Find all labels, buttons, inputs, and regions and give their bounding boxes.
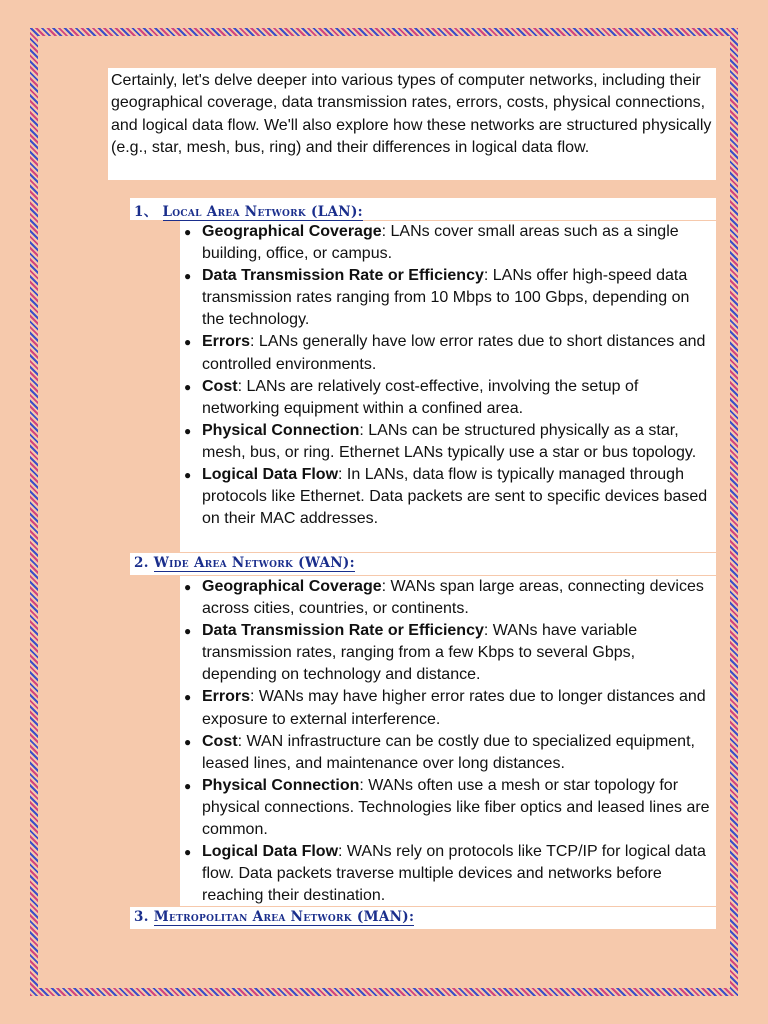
term: Cost	[202, 732, 238, 750]
bullet-icon: ●	[184, 734, 192, 749]
description: : WAN infrastructure can be costly due to specialized equipment, leased lines, and maintenance over long distances.	[202, 732, 695, 772]
section-title: Wide Area Network (WAN):	[153, 555, 355, 571]
intro-paragraph: Certainly, let's delve deeper into various types of computer networks, including their geographical coverage, data transmission rates, errors, costs, physical connections, and logical data flow. We'll also explore how these networks are structured physically (e.g., star, mesh, bus, ring) and their differences in logical data flow.	[108, 68, 716, 180]
list-item	[184, 775, 710, 841]
description: : LANs cover small areas such as a single building, office, or campus.	[202, 223, 679, 263]
description: : WANs often use a mesh or star topology for physical connections. Technologies like fiber optics and leased lines are common.	[202, 776, 710, 839]
term: Geographical Coverage	[202, 223, 382, 240]
bullet-icon: ●	[184, 379, 192, 394]
list-item	[184, 620, 710, 686]
section-body-lan	[180, 221, 716, 552]
section-number: 3.	[134, 909, 149, 925]
term: Physical Connection	[202, 421, 360, 439]
section-number: 1、	[134, 204, 158, 220]
description: : In LANs, data flow is typically managed through protocols like Ethernet. Data packets are sent to specific devices based on their MAC addresses.	[202, 466, 708, 528]
section-heading-lan	[130, 198, 716, 220]
description: : WANs rely on protocols like TCP/IP for logical data flow. Data packets traverse multiple devices and networks before reaching their destination.	[202, 843, 706, 905]
description: : WANs may have higher error rates due to longer distances and exposure to external interference.	[202, 688, 706, 728]
list-item	[184, 221, 710, 265]
list-item	[184, 464, 710, 530]
list-item	[184, 265, 710, 331]
list-item	[184, 841, 710, 907]
term: Data Transmission Rate or Efficiency	[202, 622, 484, 640]
term: Logical Data Flow	[202, 466, 339, 484]
section-title: Metropolitan Area Network (MAN):	[153, 909, 415, 925]
bullet-list	[184, 576, 710, 907]
term: Geographical Coverage	[202, 578, 382, 595]
bullet-icon: ●	[184, 690, 192, 705]
bullet-icon: ●	[184, 269, 192, 284]
description: : WANs span large areas, connecting devices across cities, countries, or continents.	[202, 578, 704, 618]
term: Cost	[202, 377, 238, 395]
section-body-wan	[180, 576, 716, 906]
bullet-icon: ●	[184, 624, 192, 639]
section-heading-wan	[130, 553, 716, 575]
list-item	[184, 576, 710, 620]
list-item	[184, 420, 710, 464]
list-item	[184, 376, 710, 420]
list-item	[184, 331, 710, 375]
bullet-list	[184, 221, 710, 530]
bullet-icon: ●	[184, 423, 192, 438]
description: : LANs can be structured physically as a star, mesh, bus, or ring. Ethernet LANs typically use a star or bus topology.	[202, 421, 697, 461]
bullet-icon: ●	[184, 468, 192, 483]
description: : WANs have variable transmission rates, ranging from a few Kbps to several Gbps, depending on technology and distance.	[202, 622, 638, 684]
section-heading-man	[130, 907, 716, 929]
term: Errors	[202, 333, 251, 351]
term: Physical Connection	[202, 776, 360, 794]
bullet-icon: ●	[184, 845, 192, 860]
term: Logical Data Flow	[202, 843, 339, 861]
bullet-icon: ●	[184, 335, 192, 350]
description: : LANs are relatively cost-effective, involving the setup of networking equipment within a confined area.	[202, 377, 639, 417]
bullet-icon: ●	[184, 580, 192, 594]
term: Errors	[202, 688, 251, 706]
bullet-icon: ●	[184, 225, 192, 239]
term: Data Transmission Rate or Efficiency	[202, 267, 484, 285]
section-title: Local Area Network (LAN):	[162, 204, 363, 220]
list-item	[184, 686, 710, 730]
description: : LANs offer high-speed data transmission rates ranging from 10 Mbps to 100 Gbps, depending on the technology.	[202, 267, 690, 329]
bullet-icon: ●	[184, 778, 192, 793]
list-item	[184, 731, 710, 775]
description: : LANs generally have low error rates due to short distances and controlled environments.	[202, 333, 706, 373]
section-number: 2.	[134, 555, 149, 571]
